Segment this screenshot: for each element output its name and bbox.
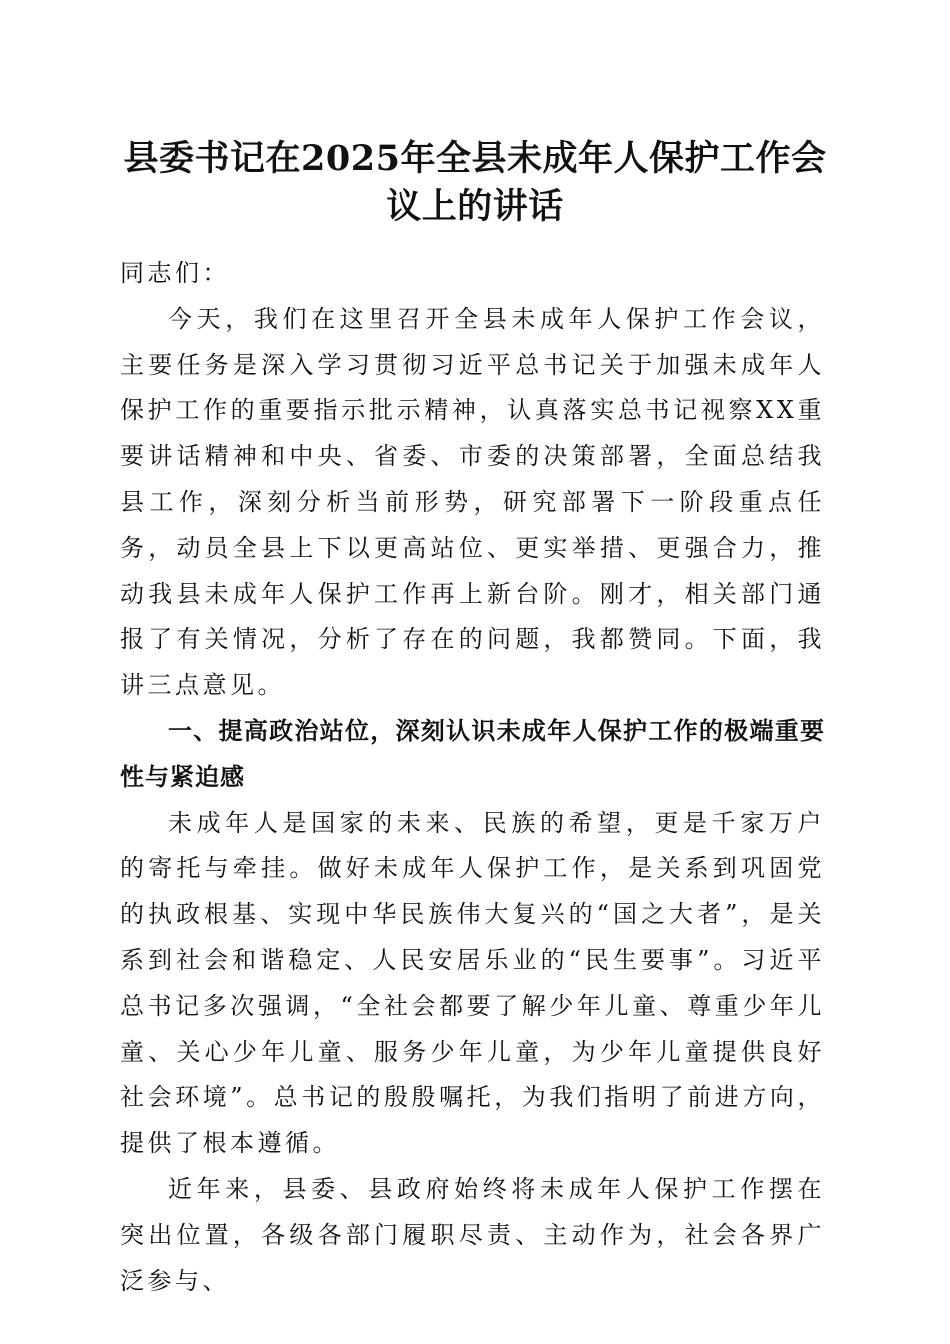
document-body	[120, 251, 825, 1304]
title-line-1: 县委书记在2025年全县未成年人保护工作会	[123, 138, 827, 179]
paragraph-section1-a: 未成年人是国家的未来、民族的希望，更是千家万户的寄托与牵挂。做好未成年人保护工作，是关系到巩固党的执政根基、实现中华民族伟大复兴的“国之大者”，是关系到社会和谐稳定、人民安居乐业的“民生要事”。习近平总书记多次强调，“全社会都要了解少年儿童、尊重少年儿童、关心少年儿童、服务少年儿童，为少年儿童提供良好社会环境”。总书记的殷殷嘱托，为我们指明了前进方向，提供了根本遵循。	[120, 808, 825, 1158]
salutation: 同志们：	[120, 259, 230, 287]
section-heading-1: 一、提高政治站位，深刻认识未成年人保护工作的极端重要性与紧迫感	[120, 716, 825, 791]
paragraph-intro: 今天，我们在这里召开全县未成年人保护工作会议，主要任务是深入学习贯彻习近平总书记关于加强未成年人保护工作的重要指示批示精神，认真落实总书记视察XX重要讲话精神和中央、省委、市委的决策部署，全面总结我县工作，深刻分析当前形势，研究部署下一阶段重点任务，动员全县上下以更高站位、更实举措、更强合力，推动我县未成年人保护工作再上新台阶。刚才，相关部门通报了有关情况，分析了存在的问题，我都赞同。下面，我讲三点意见。	[120, 304, 825, 700]
document-title	[110, 135, 840, 231]
title-line-2: 议上的讲话	[386, 186, 564, 227]
paragraph-section1-b: 近年来，县委、县政府始终将未成年人保护工作摆在突出位置，各级各部门履职尽责、主动作为，社会各界广泛参与、	[120, 1174, 825, 1295]
